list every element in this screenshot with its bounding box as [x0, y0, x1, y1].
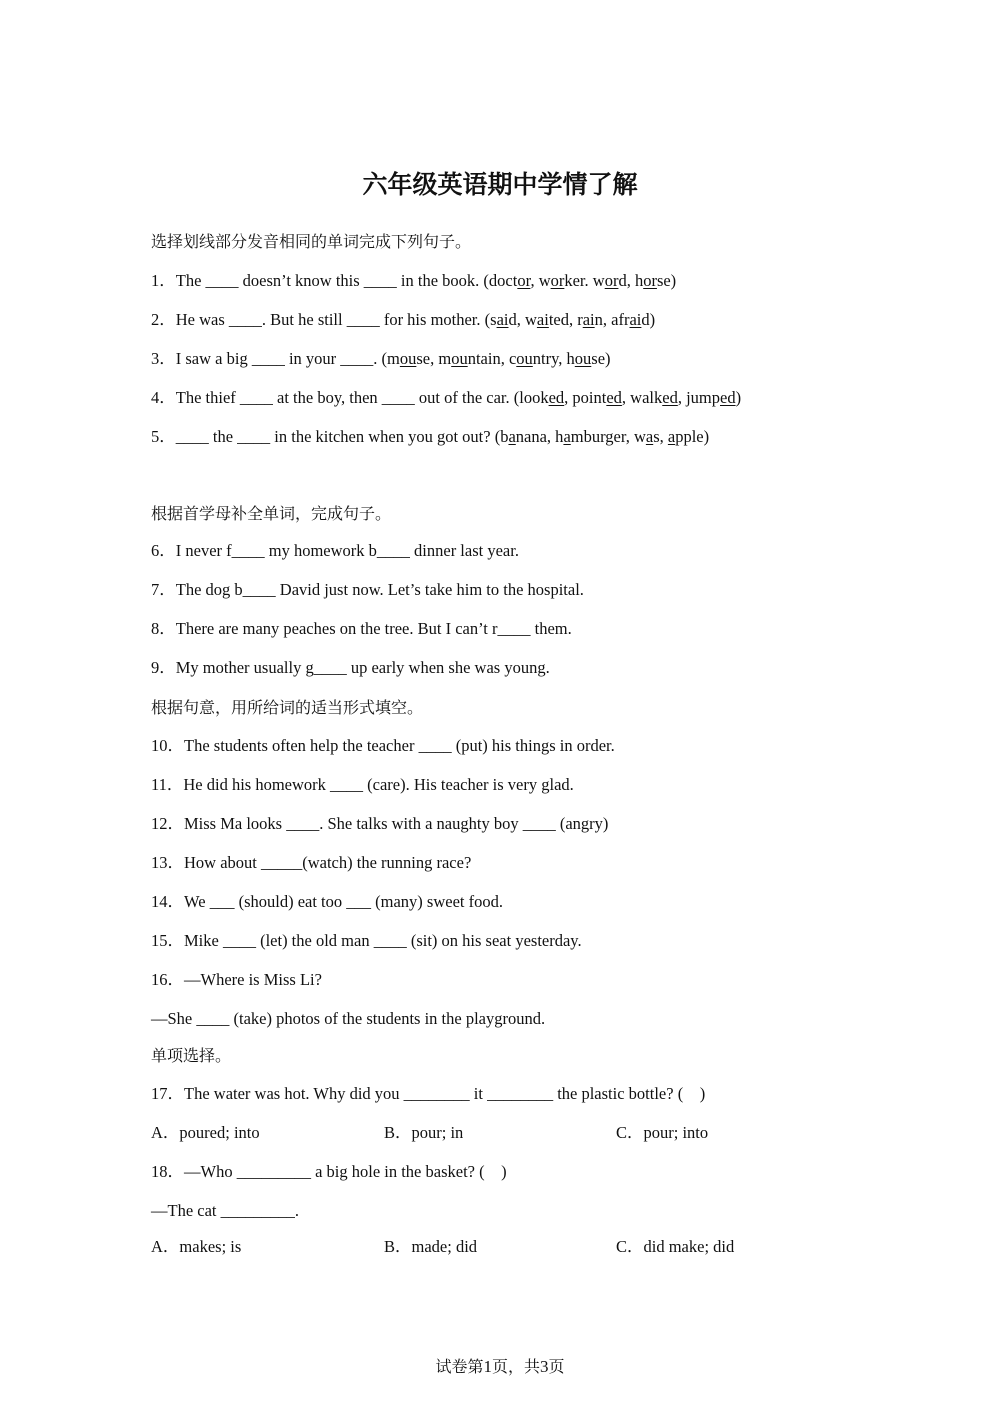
question-text: He did his homework ____ (care). His teacher is very glad. [183, 775, 574, 794]
section-heading-word-forms: 根据句意，用所给词的适当形式填空。 [151, 698, 424, 717]
underlined-letters: or [643, 271, 657, 290]
section-heading-multiple-choice: 单项选择。 [151, 1046, 232, 1065]
underlined-letters: or [604, 271, 619, 290]
underlined-letters: ou [516, 349, 533, 368]
question-14 [151, 890, 911, 914]
underlined-letters: ai [536, 310, 549, 329]
question-text: The ____ doesn’t know this ____ in the book. ( [175, 271, 489, 290]
section-heading-pronunciation: 选择划线部分发音相同的单词完成下列句子。 [151, 232, 472, 251]
option-c: C．pour; into [616, 1123, 709, 1142]
question-text: The thief ____ at the boy, then ____ out of the car. (look [175, 388, 549, 407]
question-text: We ___ (should) eat too ___ (many) sweet food. [184, 892, 503, 911]
underlined-letters: ed [662, 388, 678, 407]
question-3: 3．I saw a big ____ in your ____. (mouse, mountain, country, house) [151, 349, 611, 368]
question-number: 3． [151, 349, 176, 368]
question-text: How about _____(watch) the running race? [184, 853, 472, 872]
underlined-letters: ai [629, 310, 642, 329]
question-number: 1． [151, 271, 176, 290]
question-text: There are many peaches on the tree. But I can’t r____ them. [175, 619, 572, 638]
current-page-number: 1 [483, 1357, 492, 1376]
question-text: The water was hot. Why did you ________ it ________ the plastic bottle? ( ) [184, 1084, 706, 1103]
question-11 [151, 773, 911, 797]
question-15 [151, 929, 911, 953]
question-number: 14． [151, 892, 184, 911]
underlined-letters: or [517, 271, 531, 290]
underlined-letters: ou [451, 349, 468, 368]
question-number: 8． [151, 619, 176, 638]
underlined-letters: ed [720, 388, 736, 407]
question-12 [151, 812, 911, 836]
question-text: The students often help the teacher ____ (put) his things in order. [184, 736, 615, 755]
question-number: 11． [151, 775, 184, 794]
question-text: —Who _________ a big hole in the basket? ( ) [184, 1162, 507, 1181]
question-text: The dog b____ David just now. Let’s take him to the hospital. [175, 580, 584, 599]
option-a: A．makes; is [151, 1237, 242, 1256]
option-b: B．pour; in [384, 1123, 464, 1142]
question-18 [151, 1160, 911, 1184]
question-text: I saw a big ____ in your ____. (m [175, 349, 400, 368]
question-number: 15． [151, 931, 184, 950]
question-text: I never f____ my homework b____ dinner last year. [175, 541, 519, 560]
question-number: 18． [151, 1162, 184, 1181]
underlined-letters: ou [574, 349, 592, 368]
underlined-letters: or [550, 271, 565, 290]
question-number: 12． [151, 814, 184, 833]
question-number: 4． [151, 388, 176, 407]
question-18-answer-line: —The cat _________. [151, 1201, 300, 1220]
question-text: My mother usually g____ up early when she was young. [175, 658, 550, 677]
question-number: 2． [151, 310, 176, 329]
question-text: ____ the ____ in the kitchen when you got out? (b [175, 427, 509, 446]
question-10 [151, 734, 911, 758]
question-5: 5．____ the ____ in the kitchen when you got out? (banana, hamburger, was, apple) [151, 427, 710, 446]
question-17 [151, 1082, 911, 1106]
question-number: 16． [151, 970, 184, 989]
underlined-letters: ai [582, 310, 595, 329]
question-text: He was ____. But he still ____ for his mother. (s [175, 310, 497, 329]
total-pages: 3 [540, 1357, 549, 1376]
page-title: 六年级英语期中学情了解 [362, 170, 638, 199]
page-footer: 试卷第1页，共3页 [435, 1357, 565, 1376]
question-number: 17． [151, 1084, 184, 1103]
question-text: —Where is Miss Li? [184, 970, 322, 989]
option-a: A．poured; into [151, 1123, 260, 1142]
question-2: 2．He was ____. But he still ____ for his mother. (said, waited, rain, afraid) [151, 310, 656, 329]
question-number: 13． [151, 853, 184, 872]
underlined-letters: a [508, 427, 516, 446]
question-13 [151, 851, 911, 875]
question-8 [151, 617, 911, 641]
option-c: C．did make; did [616, 1237, 735, 1256]
question-16-answer-line: —She ____ (take) photos of the students in the playground. [151, 1009, 546, 1028]
question-number: 5． [151, 427, 176, 446]
question-text: Miss Ma looks ____. She talks with a naughty boy ____ (angry) [184, 814, 609, 833]
question-6 [151, 539, 911, 563]
question-9 [151, 656, 911, 680]
question-4: 4．The thief ____ at the boy, then ____ out of the car. (looked, pointed, walked, jumped) [151, 388, 742, 407]
question-1: 1．The ____ doesn’t know this ____ in the book. (doctor, worker. word, horse) [151, 271, 677, 290]
question-number: 7． [151, 580, 176, 599]
underlined-letters: ai [496, 310, 509, 329]
underlined-letters: a [563, 427, 571, 446]
underlined-letters: a [645, 427, 654, 446]
question-number: 10． [151, 736, 184, 755]
underlined-letters: ou [399, 349, 417, 368]
option-b: B．made; did [384, 1237, 478, 1256]
underlined-letters: ed [606, 388, 622, 407]
section-heading-complete-words: 根据首学母补全单词，完成句子。 [151, 504, 392, 523]
question-number: 6． [151, 541, 176, 560]
question-text: Mike ____ (let) the old man ____ (sit) on his seat yesterday. [184, 931, 582, 950]
question-7 [151, 578, 911, 602]
question-16 [151, 968, 911, 992]
question-number: 9． [151, 658, 176, 677]
underlined-letters: ed [548, 388, 565, 407]
underlined-letters: a [667, 427, 676, 446]
